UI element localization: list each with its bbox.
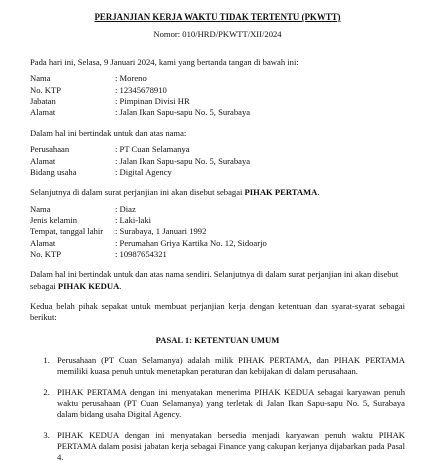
field-value: : Perumahan Griya Kartika No. 12, Sidoarjo (115, 237, 267, 248)
field-value: : Laki-laki (115, 214, 152, 225)
field-value: : Digital Agency (115, 166, 172, 177)
party2-details (30, 204, 267, 261)
field-value: : Moreno (115, 73, 147, 84)
acting-paragraph: Dalam hal ini bertindak untuk dan atas nama: (30, 127, 187, 138)
party2-row (30, 215, 267, 226)
party2-row (30, 226, 267, 237)
first-party-term: PIHAK PERTAMA (244, 187, 318, 198)
field-label: Alamat (30, 107, 56, 118)
party2-row (30, 238, 267, 249)
field-label: Perusahaan (30, 144, 70, 155)
field-value: : Pimpinan Divisi HR (115, 96, 190, 107)
company-row (30, 167, 250, 178)
field-value: : PT Cuan Selamanya (115, 144, 190, 155)
first-party-text: Selanjutnya di dalam surat perjanjian ini akan disebut sebagai (30, 187, 245, 198)
party1-details (30, 73, 250, 118)
intro-paragraph: Pada hari ini, Selasa, 9 Januari 2024, kami yang bertanda tangan di bawah ini: (30, 57, 299, 68)
second-party-paragraph (30, 269, 405, 292)
field-value: : Diaz (115, 203, 136, 214)
second-party-term: PIHAK KEDUA (57, 280, 120, 291)
second-party-period: . (119, 280, 122, 291)
first-party-period: . (317, 187, 320, 198)
agreement-paragraph: Kedua belah pihak sepakat untuk membuat perjanjian kerja dengan ketentuan dan syarat-syarat sebagai berikut: (30, 300, 405, 323)
field-label: Bidang usaha (30, 166, 77, 177)
party2-row (30, 249, 267, 260)
list-item: 2. PIHAK PERTAMA dengan ini menyatakan menerima PIHAK KEDUA sebagai karyawan penuh waktu perusahaan (PT Cuan Selamanya) yang terletak di Jalan Ikan Sapu-sapu No. 5, Surabaya dalam bidang usaha Digital Agency. (52, 387, 405, 421)
pasal-list (30, 355, 405, 464)
company-row (30, 144, 250, 155)
party2-row (30, 204, 267, 215)
field-label: No. KTP (30, 84, 62, 95)
field-label: No. KTP (30, 248, 62, 259)
party1-row (30, 85, 250, 96)
field-label: Nama (30, 73, 51, 84)
party1-row (30, 73, 250, 84)
field-label: Jenis kelamin (30, 214, 78, 225)
list-item: 3. PIHAK KEDUA dengan ini menyatakan bersedia menjadi karyawan penuh waktu PIHAK PERTAMA dalam posisi jabatan kerja sebagai Finance yang cakupan kerjanya dijabarkan pada Pasal 4. (52, 430, 405, 464)
document-number: Nomor: 010/HRD/PKWTT/XII/2024 (153, 28, 282, 39)
company-details (30, 144, 250, 178)
field-value: : Jalan Ikan Sapu-sapu No. 5, Surabaya (115, 107, 251, 118)
first-party-paragraph (30, 187, 405, 198)
field-value: : Jalan Ikan Sapu-sapu No. 5, Surabaya (115, 155, 251, 166)
list-item: 1. Perusahaan (PT Cuan Selamanya) adalah milik PIHAK PERTAMA, dan PIHAK PERTAMA memiliki kuasa penuh untuk menetapkan peraturan dan kebijakan di dalam perusahaan. (52, 355, 405, 378)
second-party-text: Dalam hal ini bertindak untuk dan atas nama sendiri. Selanjutnya di dalam surat perjanjian ini akan disebut sebagai (30, 269, 399, 291)
party1-row (30, 96, 250, 107)
field-value: : 12345678910 (115, 84, 167, 95)
document-title: PERJANJIAN KERJA WAKTU TIDAK TERTENTU (PKWTT) (94, 12, 341, 22)
field-label: Tempat, tanggal lahir (30, 226, 104, 237)
field-label: Alamat (30, 237, 56, 248)
field-value: : Surabaya, 1 Januari 1992 (115, 226, 207, 237)
field-label: Jabatan (30, 96, 56, 107)
field-label: Nama (30, 203, 51, 214)
party1-row (30, 107, 250, 118)
field-label: Alamat (30, 155, 56, 166)
pasal-heading: PASAL 1: KETENTUAN UMUM (155, 334, 280, 345)
field-value: : 10987654321 (115, 248, 167, 259)
company-row (30, 156, 250, 167)
